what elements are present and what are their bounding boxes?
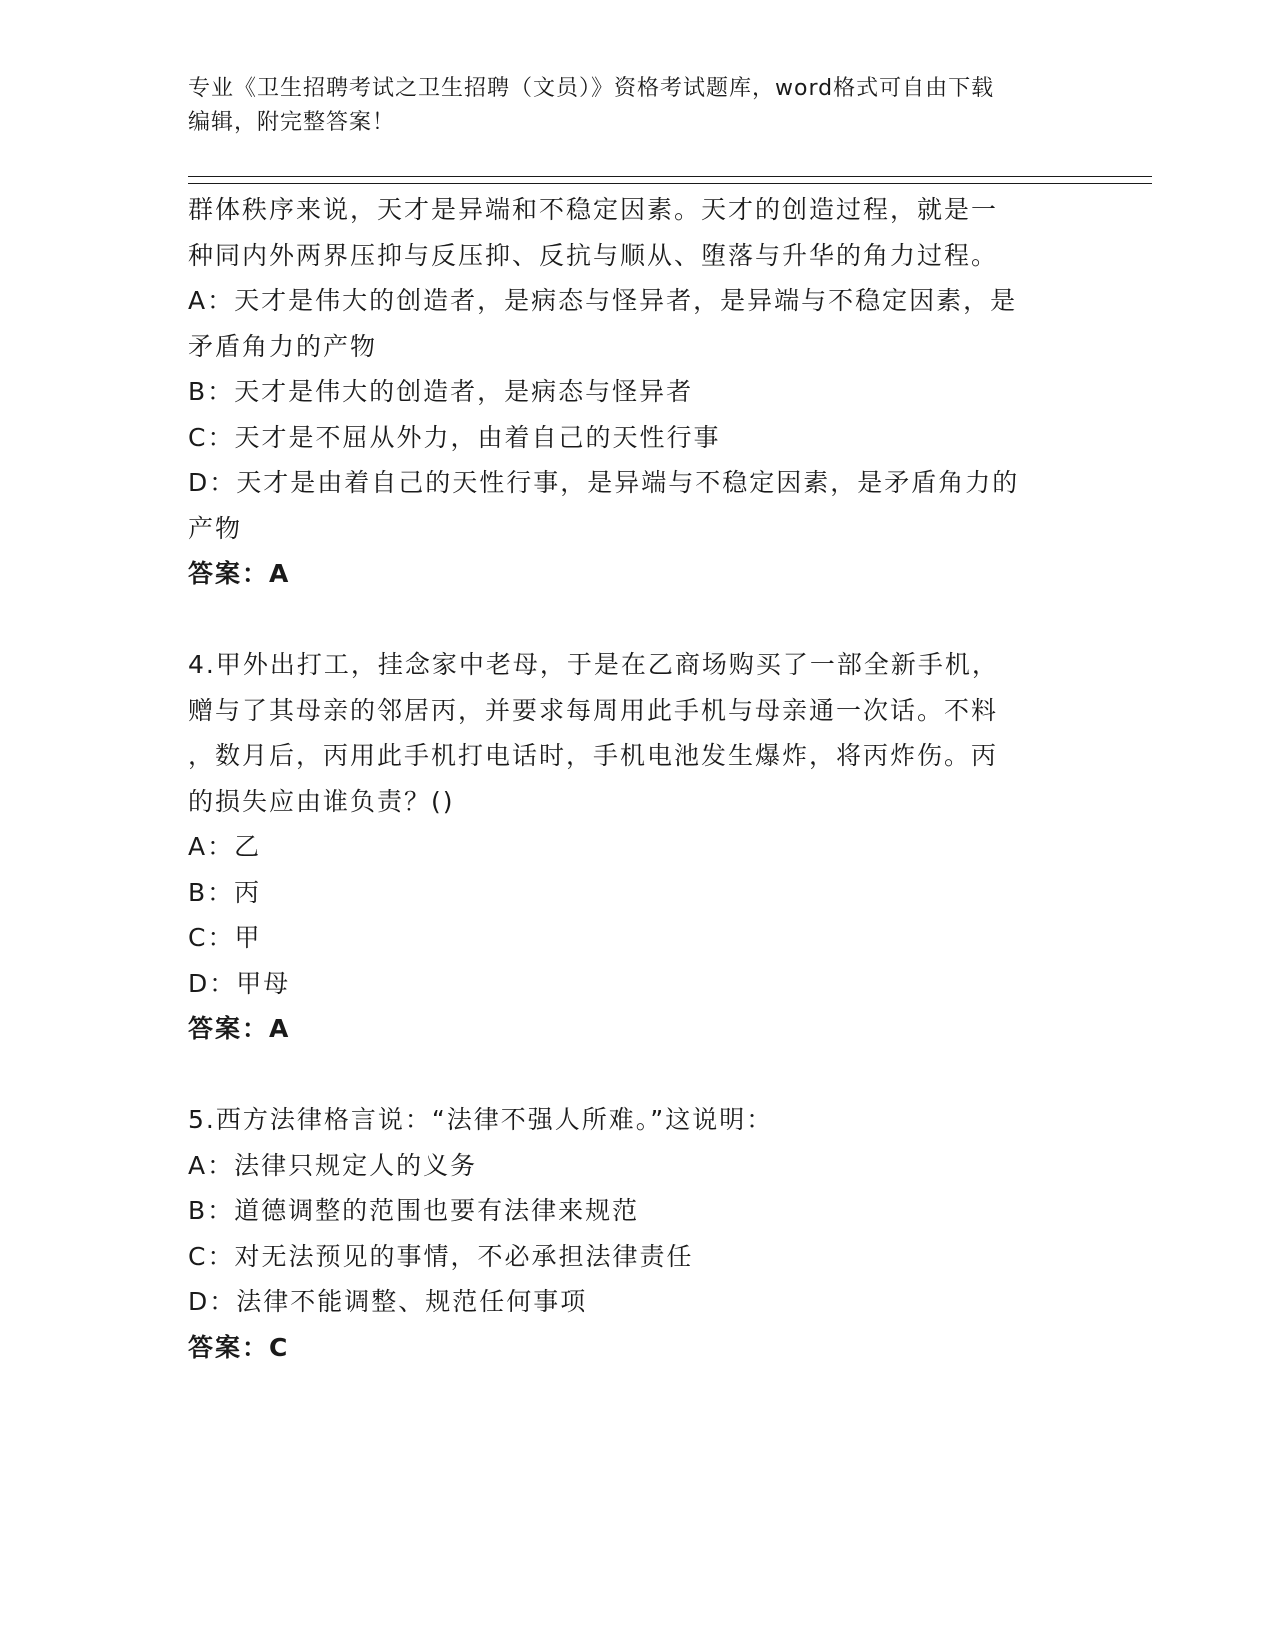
question-4-stem-line-4: 的损失应由谁负责？() (188, 786, 455, 816)
document-body (188, 187, 1088, 1370)
question-3 (188, 187, 1088, 597)
question-3-option-b: B：天才是伟大的创造者，是病态与怪异者 (188, 377, 694, 406)
header-divider-top (188, 176, 1152, 177)
question-5-option-d: D：法律不能调整、规范任何事项 (188, 1287, 588, 1316)
question-5 (188, 1097, 1088, 1370)
spacer (188, 1052, 1088, 1098)
header-divider-bottom (188, 183, 1152, 184)
question-3-stem-line-2: 种同内外两界压抑与反压抑、反抗与顺从、堕落与升华的角力过程。 (188, 240, 999, 270)
question-3-answer: 答案：A (188, 559, 291, 588)
question-5-answer: 答案：C (188, 1332, 290, 1362)
question-4-stem-line-2: 赠与了其母亲的邻居丙，并要求每周用此手机与母亲通一次话。不料 (188, 695, 999, 725)
question-3-option-d-line-1: D：天才是由着自己的天性行事，是异端与不稳定因素，是矛盾角力的 (188, 468, 1020, 497)
header-line-1: 专业《卫生招聘考试之卫生招聘（文员）》资格考试题库，word格式可自由下载 (188, 76, 995, 101)
question-3-option-a-line-2: 矛盾角力的产物 (188, 331, 378, 361)
question-5-option-c: C：对无法预见的事情，不必承担法律责任 (188, 1241, 694, 1271)
question-5-stem-line-1: 5.西方法律格言说：“法律不强人所难。”这说明： (188, 1105, 774, 1134)
question-3-option-c: C：天才是不屈从外力，由着自己的天性行事 (188, 422, 721, 452)
question-4-option-b: B：丙 (188, 877, 262, 907)
question-3-stem-line-1: 群体秩序来说，天才是异端和不稳定因素。天才的创造过程，就是一 (188, 195, 999, 224)
question-3-option-a-line-1: A：天才是伟大的创造者，是病态与怪异者，是异端与不稳定因素，是 (188, 286, 1018, 315)
question-3-option-d-line-2: 产物 (188, 513, 243, 543)
header-line-2: 编辑，附完整答案！ (188, 110, 396, 135)
question-4 (188, 642, 1088, 1052)
question-4-option-c: C：甲 (188, 923, 262, 952)
question-4-option-d: D：甲母 (188, 968, 291, 998)
question-4-option-a: A：乙 (188, 832, 262, 861)
question-5-option-a: A：法律只规定人的义务 (188, 1150, 478, 1180)
question-4-stem-line-1: 4.甲外出打工，挂念家中老母，于是在乙商场购买了一部全新手机， (188, 650, 999, 679)
document-header (188, 72, 1088, 140)
spacer (188, 597, 1088, 643)
question-5-option-b: B：道德调整的范围也要有法律来规范 (188, 1196, 640, 1225)
question-4-stem-line-3: ，数月后，丙用此手机打电话时，手机电池发生爆炸，将丙炸伤。丙 (188, 741, 999, 770)
question-4-answer: 答案：A (188, 1014, 291, 1043)
